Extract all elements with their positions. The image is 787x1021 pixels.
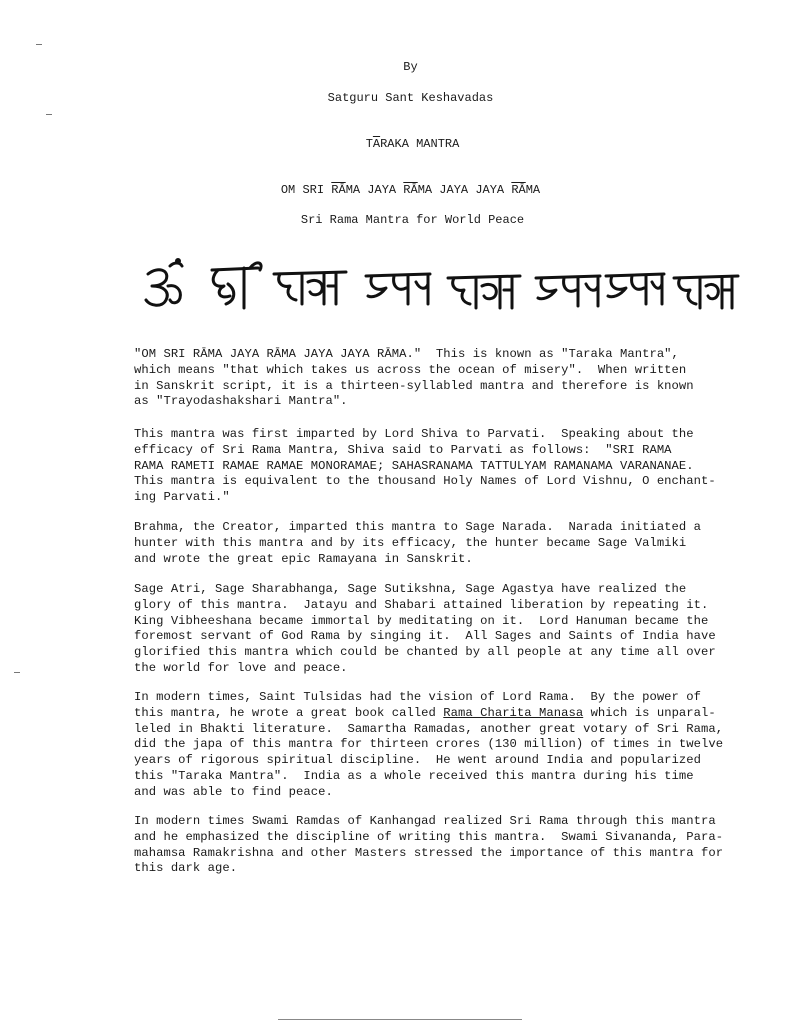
mantra-macron: $\overline{RĀ}$ <box>511 183 526 197</box>
text-line: mahamsa Ramakrishna and other Masters stressed the importance of this mantra for <box>134 845 724 860</box>
title-macron-letter: $\overline{A}$ <box>372 137 381 151</box>
text-line: In modern times Swami Ramdas of Kanhangad realized Sri Rama through this mantra <box>134 814 716 828</box>
devanagari-mantra-handwriting <box>140 256 740 316</box>
text-line: in Sanskrit script, it is a thirteen-syllabled mantra and therefore is known <box>134 378 694 393</box>
mantra-line <box>0 183 787 197</box>
paragraph-2 <box>134 427 764 506</box>
scan-mark <box>14 672 20 673</box>
mantra-part: OM SRI <box>280 183 332 197</box>
byline-by: By <box>403 60 418 74</box>
text-segment: this mantra, he wrote a great book called <box>134 705 444 720</box>
text-line: foremost servant of God Rama by singing it. All Sages and Saints of India have <box>134 629 716 644</box>
text-line: Sage Atri, Sage Sharabhanga, Sage Sutikshna, Sage Agastya have realized the <box>134 582 687 596</box>
text-line: this dark age. <box>134 861 238 876</box>
paragraph-5 <box>134 690 764 801</box>
title-prefix: T <box>365 137 373 151</box>
text-line: King Vibheeshana became immortal by meditating on it. Lord Hanuman became the <box>134 613 709 628</box>
scan-mark <box>46 114 52 115</box>
text-line: ing Parvati." <box>134 490 230 505</box>
text-line: and was able to find peace. <box>134 784 333 799</box>
mantra-part: MA <box>525 183 541 197</box>
text-line: years of rigorous spiritual discipline. He went around India and popularized <box>134 753 702 768</box>
text-line: This mantra is equivalent to the thousand Holy Names of Lord Vishnu, O enchant- <box>134 474 716 489</box>
document-title <box>0 137 787 151</box>
document-subtitle: Sri Rama Mantra for World Peace <box>300 213 525 227</box>
scan-mark <box>36 44 42 45</box>
text-line: hunter with this mantra and by its efficacy, the hunter became Sage Valmiki <box>134 535 687 550</box>
paragraph-4 <box>134 582 764 677</box>
text-line: and wrote the great epic Ramayana in Sanskrit. <box>134 551 473 566</box>
text-line: which means "that which takes us across the ocean of misery". When written <box>134 362 687 377</box>
text-line: did the japa of this mantra for thirteen crores (130 million) of times in twelve <box>134 737 724 752</box>
text-line: as "Trayodashakshari Mantra". <box>134 394 348 409</box>
text-line: leled in Bhakti literature. Samartha Ramadas, another great votary of Sri Rama, <box>134 721 724 736</box>
paragraph-6 <box>134 814 764 877</box>
mantra-part: MA JAYA JAYA <box>417 183 512 197</box>
text-line: This mantra was first imparted by Lord Shiva to Parvati. Speaking about the <box>134 427 694 441</box>
footer-rule <box>278 1019 522 1020</box>
byline-author: Satguru Sant Keshavadas <box>327 91 494 105</box>
text-line: efficacy of Sri Rama Mantra, Shiva said to Parvati as follows: "SRI RAMA <box>134 442 672 457</box>
text-segment: which is unparal- <box>583 705 716 720</box>
text-line <box>134 706 764 722</box>
text-line: Brahma, the Creator, imparted this mantra to Sage Narada. Narada initiated a <box>134 520 702 534</box>
mantra-part: MA JAYA <box>345 183 404 197</box>
mantra-macron: $\overline{RĀ}$ <box>331 183 346 197</box>
text-line: glory of this mantra. Jatayu and Shabari attained liberation by repeating it. <box>134 597 709 612</box>
mantra-macron: $\overline{RĀ}$ <box>403 183 418 197</box>
text-line: glorified this mantra which could be chanted by all people at any time all over <box>134 645 716 660</box>
text-line: In modern times, Saint Tulsidas had the vision of Lord Rama. By the power of <box>134 690 702 704</box>
text-line: and he emphasized the discipline of writing this mantra. Swami Sivananda, Para- <box>134 829 724 844</box>
text-line: this "Taraka Mantra". India as a whole received this mantra during his time <box>134 768 694 783</box>
paragraph-1 <box>134 347 764 410</box>
paragraph-3 <box>134 520 764 567</box>
text-line: the world for love and peace. <box>134 660 348 675</box>
text-line: "OM SRI RĀMA JAYA RĀMA JAYA JAYA RĀMA." This is known as "Taraka Mantra", <box>134 347 679 361</box>
book-title: Rama Charita Manasa <box>443 705 584 720</box>
text-line: RAMA RAMETI RAMAE RAMAE MONORAMAE; SAHASRANAMA TATTULYAM RAMANAMA VARANANAE. <box>134 458 694 473</box>
title-rest: RAKA MANTRA <box>380 137 460 151</box>
